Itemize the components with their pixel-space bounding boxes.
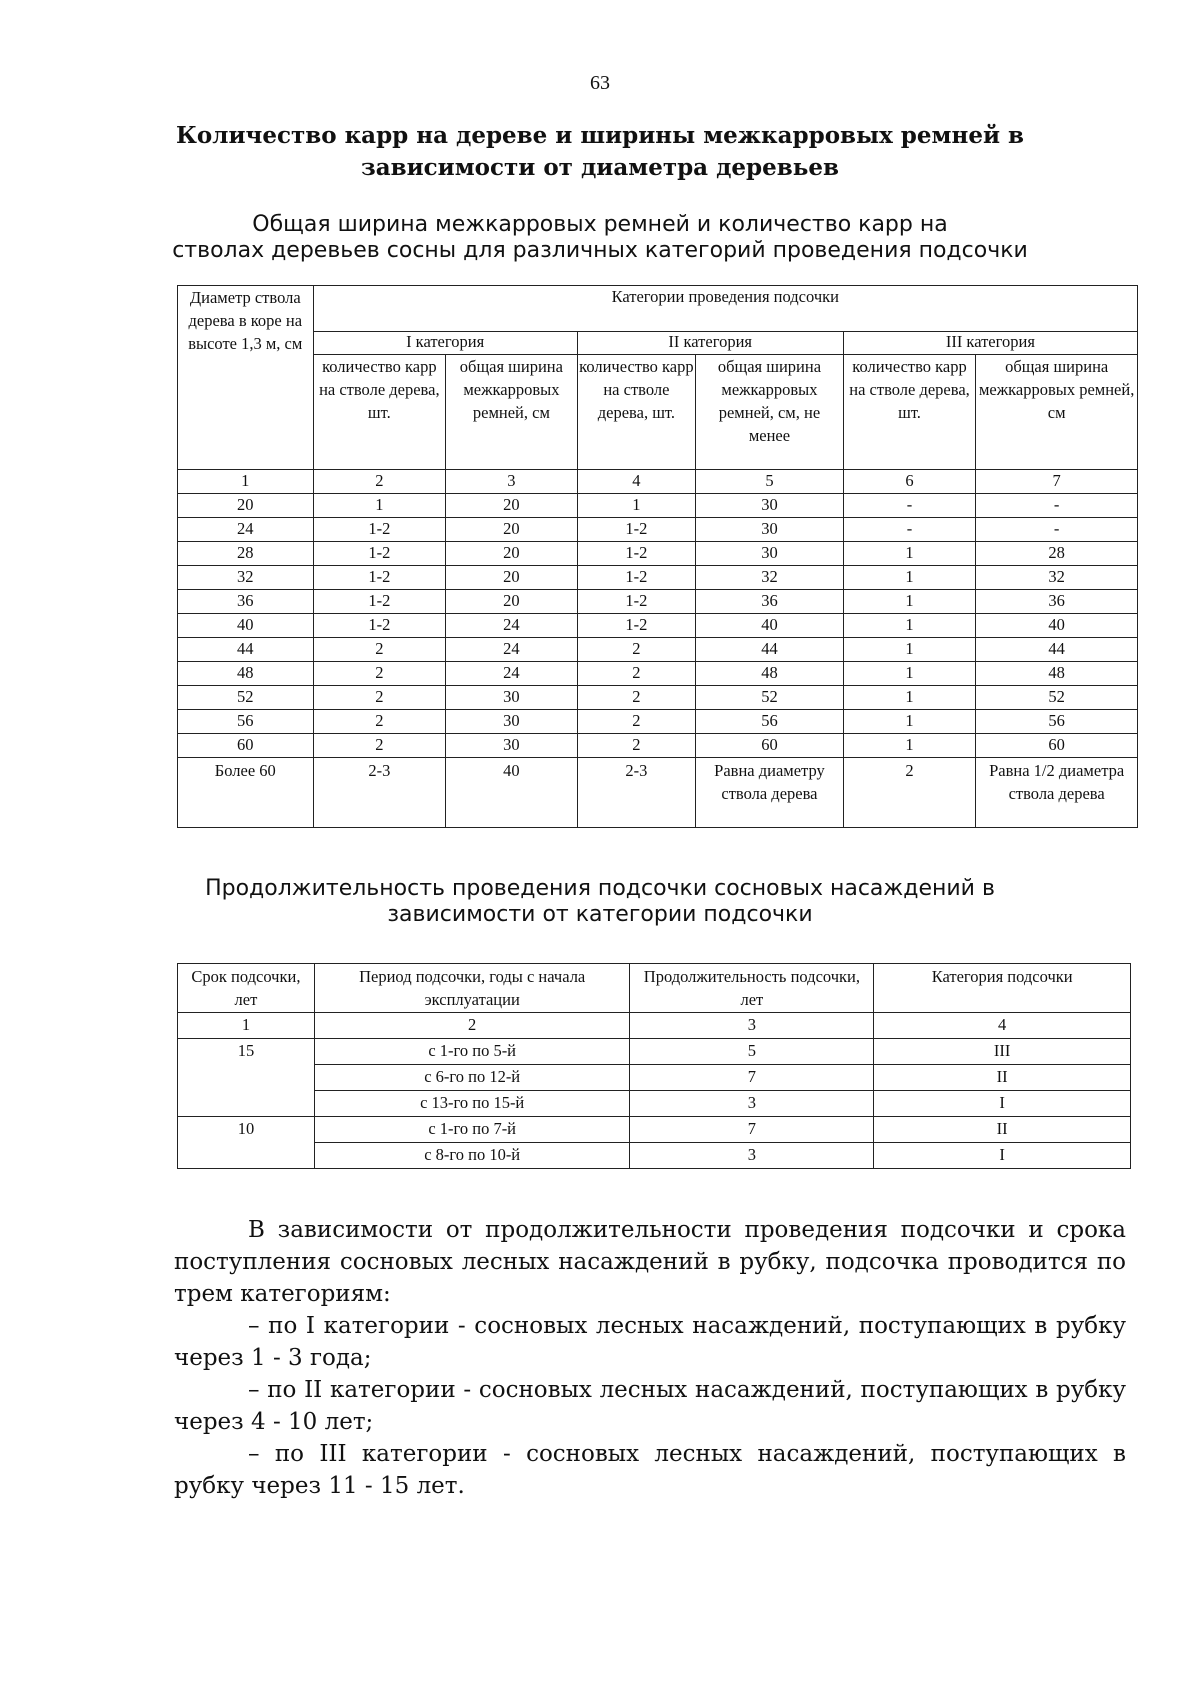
header-cat1-count: количество карр на стволе дерева, шт.	[313, 355, 446, 470]
table-cell: 2	[577, 662, 695, 686]
table-cell: 40	[178, 614, 314, 638]
table-cell: 56	[696, 710, 844, 734]
table-cell: 60	[178, 734, 314, 758]
table-cell: 30	[696, 542, 844, 566]
header-category: Категория подсочки	[874, 964, 1131, 1013]
column-number: 7	[976, 470, 1138, 494]
table-cell: 1-2	[313, 566, 446, 590]
column-number: 6	[843, 470, 976, 494]
column-number: 4	[874, 1013, 1131, 1039]
table-row	[178, 542, 1138, 566]
table-cell: 52	[696, 686, 844, 710]
table-tapping-widths	[177, 285, 1138, 828]
table-cell: -	[976, 518, 1138, 542]
table-cell: 28	[976, 542, 1138, 566]
table-cell: 1	[843, 638, 976, 662]
header-term: Срок подсочки, лет	[178, 964, 315, 1013]
table-cell: 2	[313, 662, 446, 686]
table-cell: 24	[446, 638, 578, 662]
table-cell: 56	[976, 710, 1138, 734]
table-cell: 2-3	[577, 758, 695, 828]
header-category-3: III категория	[843, 332, 1137, 355]
body-text	[174, 1214, 1126, 1502]
table-cell: 2	[313, 710, 446, 734]
table-cell: III	[874, 1039, 1131, 1065]
table-cell: 24	[446, 614, 578, 638]
table-row	[178, 758, 1138, 828]
table-cell: -	[843, 518, 976, 542]
table-cell: II	[874, 1065, 1131, 1091]
table-cell: 20	[446, 590, 578, 614]
table-row	[178, 566, 1138, 590]
page-title-line-1: Количество карр на дереве и ширины межкарровых ремней в	[175, 122, 1025, 149]
table-cell: 1-2	[577, 590, 695, 614]
table-cell: 36	[178, 590, 314, 614]
table-cell: 20	[178, 494, 314, 518]
table1-caption-line-1: Общая ширина межкарровых ремней и количество карр на	[252, 212, 948, 237]
table-cell: 1	[313, 494, 446, 518]
table-cell: 2	[313, 638, 446, 662]
table-cell: 48	[178, 662, 314, 686]
table-cell: Более 60	[178, 758, 314, 828]
table1-body	[178, 494, 1138, 828]
table-row	[178, 734, 1138, 758]
table-cell: 1-2	[313, 614, 446, 638]
table-row	[178, 494, 1138, 518]
body-item-category-2: – по II категории - сосновых лесных насаждений, поступающих в рубку через 4 - 10 лет;	[174, 1377, 1126, 1435]
table-row	[178, 1091, 1131, 1117]
header-cat3-count: количество карр на стволе дерева, шт.	[843, 355, 976, 470]
table-cell: 7	[630, 1065, 874, 1091]
table-cell: 1	[843, 614, 976, 638]
table-cell: 1	[843, 542, 976, 566]
table-cell: 56	[178, 710, 314, 734]
table-row	[178, 638, 1138, 662]
table-cell: 2	[843, 758, 976, 828]
body-intro: В зависимости от продолжительности проведения подсочки и срока поступления сосновых лесных насаждений в рубку, подсочка проводится по трем категориям:	[174, 1217, 1126, 1307]
body-item-category-3: – по III категории - сосновых лесных насаждений, поступающих в рубку через 11 - 15 лет.	[174, 1441, 1126, 1499]
table-cell: -	[976, 494, 1138, 518]
table-cell: с 1-го по 5-й	[314, 1039, 630, 1065]
page-number: 63	[590, 72, 610, 94]
table-row	[178, 662, 1138, 686]
page-title-line-2: зависимости от диаметра деревьев	[361, 154, 839, 181]
table2-caption	[150, 876, 1050, 928]
table-cell: 28	[178, 542, 314, 566]
header-cat2-width: общая ширина межкарровых ремней, см, не менее	[696, 355, 844, 470]
table-cell: 40	[446, 758, 578, 828]
table-row	[178, 1065, 1131, 1091]
table-cell: 1	[843, 710, 976, 734]
table-cell: 24	[446, 662, 578, 686]
table-row	[178, 686, 1138, 710]
table-tapping-duration	[177, 963, 1131, 1169]
term-cell: 15	[178, 1039, 315, 1117]
column-number: 5	[696, 470, 844, 494]
table1-caption	[150, 212, 1050, 264]
column-number: 3	[630, 1013, 874, 1039]
table-cell: 52	[178, 686, 314, 710]
table-cell: 7	[630, 1117, 874, 1143]
table-cell: 3	[630, 1091, 874, 1117]
column-number: 2	[313, 470, 446, 494]
header-diameter: Диаметр ствола дерева в коре на высоте 1,3 м, см	[178, 286, 314, 470]
header-category-1: I категория	[313, 332, 577, 355]
table-cell: 1	[843, 662, 976, 686]
table-cell: с 13-го по 15-й	[314, 1091, 630, 1117]
header-period: Период подсочки, годы с начала эксплуатации	[314, 964, 630, 1013]
table-row	[178, 590, 1138, 614]
body-item-category-1: – по I категории - сосновых лесных насаждений, поступающих в рубку через 1 - 3 года;	[174, 1313, 1126, 1371]
table-row	[178, 518, 1138, 542]
table-cell: 2	[577, 686, 695, 710]
table-row	[178, 614, 1138, 638]
table-row	[178, 1117, 1131, 1143]
table-cell: 52	[976, 686, 1138, 710]
table-cell: 5	[630, 1039, 874, 1065]
table-cell: с 8-го по 10-й	[314, 1143, 630, 1169]
table-cell: II	[874, 1117, 1131, 1143]
table-cell: с 1-го по 7-й	[314, 1117, 630, 1143]
header-cat1-width: общая ширина межкарровых ремней, см	[446, 355, 578, 470]
table-cell: -	[843, 494, 976, 518]
table-cell: 2	[313, 686, 446, 710]
table2-body	[178, 1039, 1131, 1169]
table-cell: 44	[976, 638, 1138, 662]
table-row	[178, 710, 1138, 734]
table-cell: 2	[577, 638, 695, 662]
table-cell: 1-2	[577, 566, 695, 590]
column-number: 1	[178, 1013, 315, 1039]
table-cell: 2	[313, 734, 446, 758]
table-row	[178, 1143, 1131, 1169]
table-cell: 2	[577, 734, 695, 758]
table-cell: 32	[696, 566, 844, 590]
table-cell: 20	[446, 518, 578, 542]
table-cell: 3	[630, 1143, 874, 1169]
table-cell: 36	[976, 590, 1138, 614]
header-cat3-width: общая ширина межкарровых ремней, см	[976, 355, 1138, 470]
table-cell: 44	[178, 638, 314, 662]
table-cell: 1	[843, 734, 976, 758]
table-cell: 2	[577, 710, 695, 734]
table-cell: 20	[446, 566, 578, 590]
table-cell: 1-2	[577, 614, 695, 638]
header-categories: Категории проведения подсочки	[313, 286, 1137, 332]
table-cell: 30	[696, 494, 844, 518]
table-cell: 48	[696, 662, 844, 686]
table-cell: 44	[696, 638, 844, 662]
table-cell: 1-2	[577, 542, 695, 566]
table-cell: I	[874, 1091, 1131, 1117]
table-cell: 1	[843, 590, 976, 614]
column-number: 3	[446, 470, 578, 494]
table-cell: 24	[178, 518, 314, 542]
table1-caption-line-2: стволах деревьев сосны для различных категорий проведения подсочки	[172, 238, 1028, 263]
header-duration: Продолжительность подсочки, лет	[630, 964, 874, 1013]
column-number-row	[178, 470, 1138, 494]
table-cell: Равна 1/2 диаметра ствола дерева	[976, 758, 1138, 828]
table-cell: 1	[577, 494, 695, 518]
table-cell: 1-2	[313, 518, 446, 542]
table-cell: 40	[696, 614, 844, 638]
table-cell: 30	[446, 686, 578, 710]
table-cell: 32	[976, 566, 1138, 590]
term-cell: 10	[178, 1117, 315, 1169]
table-cell: 32	[178, 566, 314, 590]
table2-caption-line-1: Продолжительность проведения подсочки сосновых насаждений в	[205, 876, 995, 901]
table-cell: 60	[696, 734, 844, 758]
header-cat2-count: количество карр на стволе дерева, шт.	[577, 355, 695, 470]
table-cell: 1-2	[577, 518, 695, 542]
table-cell: 20	[446, 494, 578, 518]
column-number: 4	[577, 470, 695, 494]
column-number: 2	[314, 1013, 630, 1039]
table2-caption-line-2: зависимости от категории подсочки	[387, 902, 813, 927]
table-cell: 1	[843, 566, 976, 590]
table-cell: 40	[976, 614, 1138, 638]
table-cell: 1-2	[313, 542, 446, 566]
table-cell: 60	[976, 734, 1138, 758]
table-cell: Равна диаметру ствола дерева	[696, 758, 844, 828]
table-cell: 48	[976, 662, 1138, 686]
table-cell: 30	[696, 518, 844, 542]
table-cell: 36	[696, 590, 844, 614]
table-cell: с 6-го по 12-й	[314, 1065, 630, 1091]
table-cell: 1-2	[313, 590, 446, 614]
page-title	[150, 120, 1050, 184]
table-cell: 1	[843, 686, 976, 710]
table-cell: 2-3	[313, 758, 446, 828]
table-cell: 20	[446, 542, 578, 566]
column-number-row	[178, 1013, 1131, 1039]
table-cell: I	[874, 1143, 1131, 1169]
table-cell: 30	[446, 710, 578, 734]
header-category-2: II категория	[577, 332, 843, 355]
column-number: 1	[178, 470, 314, 494]
table-row	[178, 1039, 1131, 1065]
table-cell: 30	[446, 734, 578, 758]
